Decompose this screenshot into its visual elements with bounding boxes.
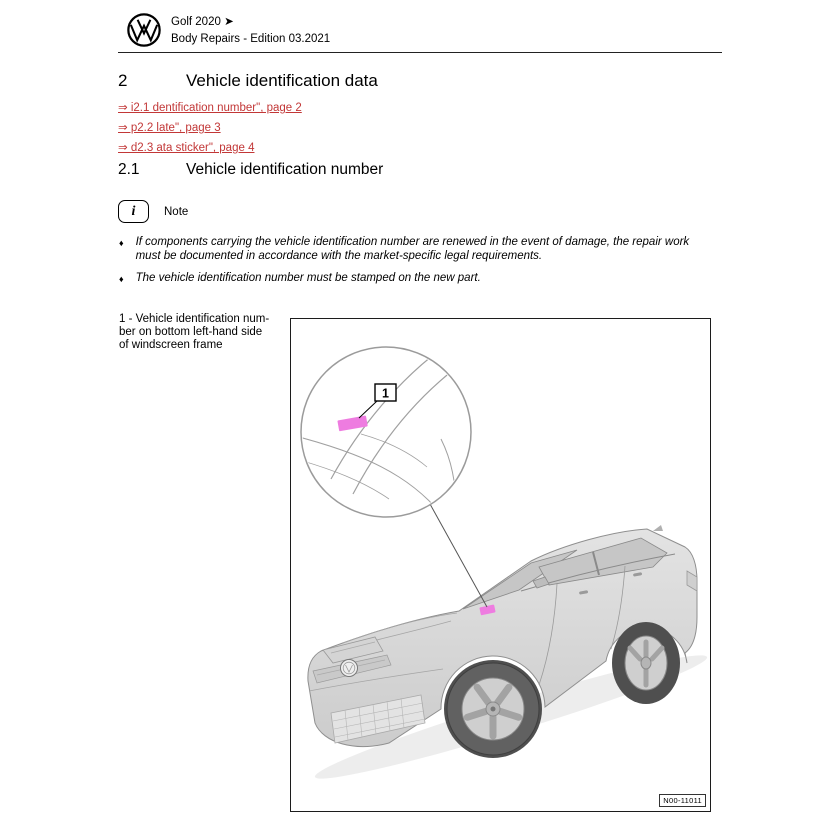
note-label: Note	[164, 205, 189, 218]
subsection-title: Vehicle identification number	[186, 161, 384, 178]
magnifier-leader-line	[430, 504, 487, 607]
xref-link-data-sticker[interactable]: ⇒ d2.3 ata sticker", page 4	[118, 142, 255, 154]
figure-caption-line-3: of windscreen frame	[119, 339, 223, 351]
note-header	[118, 200, 188, 223]
header-divider	[118, 52, 722, 53]
figure-caption-line-1: 1 - Vehicle identification num-	[119, 313, 270, 325]
document-header	[127, 13, 330, 48]
section-heading	[118, 71, 378, 91]
callout-1-label	[375, 384, 396, 401]
callout-1-text: 1	[382, 386, 389, 401]
xref-link-identification-number[interactable]: ⇒ i2.1 dentification number", page 2	[118, 102, 302, 114]
note-icon	[118, 200, 149, 223]
note-bullet-1	[119, 236, 715, 263]
note-bullet-2-text: The vehicle identification number must be stamped on the new part.	[135, 272, 481, 284]
header-model-line: Golf 2020 ➤	[171, 16, 234, 28]
xref-link-plate[interactable]: ⇒ p2.2 late", page 3	[118, 122, 221, 134]
note-icon-glyph: i	[131, 203, 136, 219]
subsection-heading	[118, 161, 383, 179]
roof-antenna	[653, 525, 663, 531]
car-illustration	[308, 525, 697, 758]
section-title: Vehicle identification data	[186, 71, 378, 90]
magnifier-detail	[296, 347, 471, 525]
figure-caption	[119, 313, 294, 352]
figure-caption-line-2: ber on bottom left-hand side	[119, 326, 263, 338]
rear-wheel	[612, 622, 680, 704]
figure-id-label: N00-11011	[659, 794, 706, 807]
figure-drawing	[291, 319, 710, 811]
section-number: 2	[118, 71, 128, 90]
note-bullet-1-text: If components carrying the vehicle identification number are renewed in the event of damage, the repair work must be documented in accordance with the market-specific legal requirements.	[135, 236, 690, 262]
note-bullet-2	[119, 272, 715, 286]
front-wheel	[444, 660, 542, 758]
bullet-diamond-icon: ♦	[119, 238, 124, 248]
subsection-number: 2.1	[118, 161, 140, 178]
vw-logo-icon	[127, 13, 161, 47]
header-doc-line: Body Repairs - Edition 03.2021	[171, 33, 331, 45]
bullet-diamond-icon: ♦	[119, 274, 124, 284]
figure-vin-location	[290, 318, 711, 812]
